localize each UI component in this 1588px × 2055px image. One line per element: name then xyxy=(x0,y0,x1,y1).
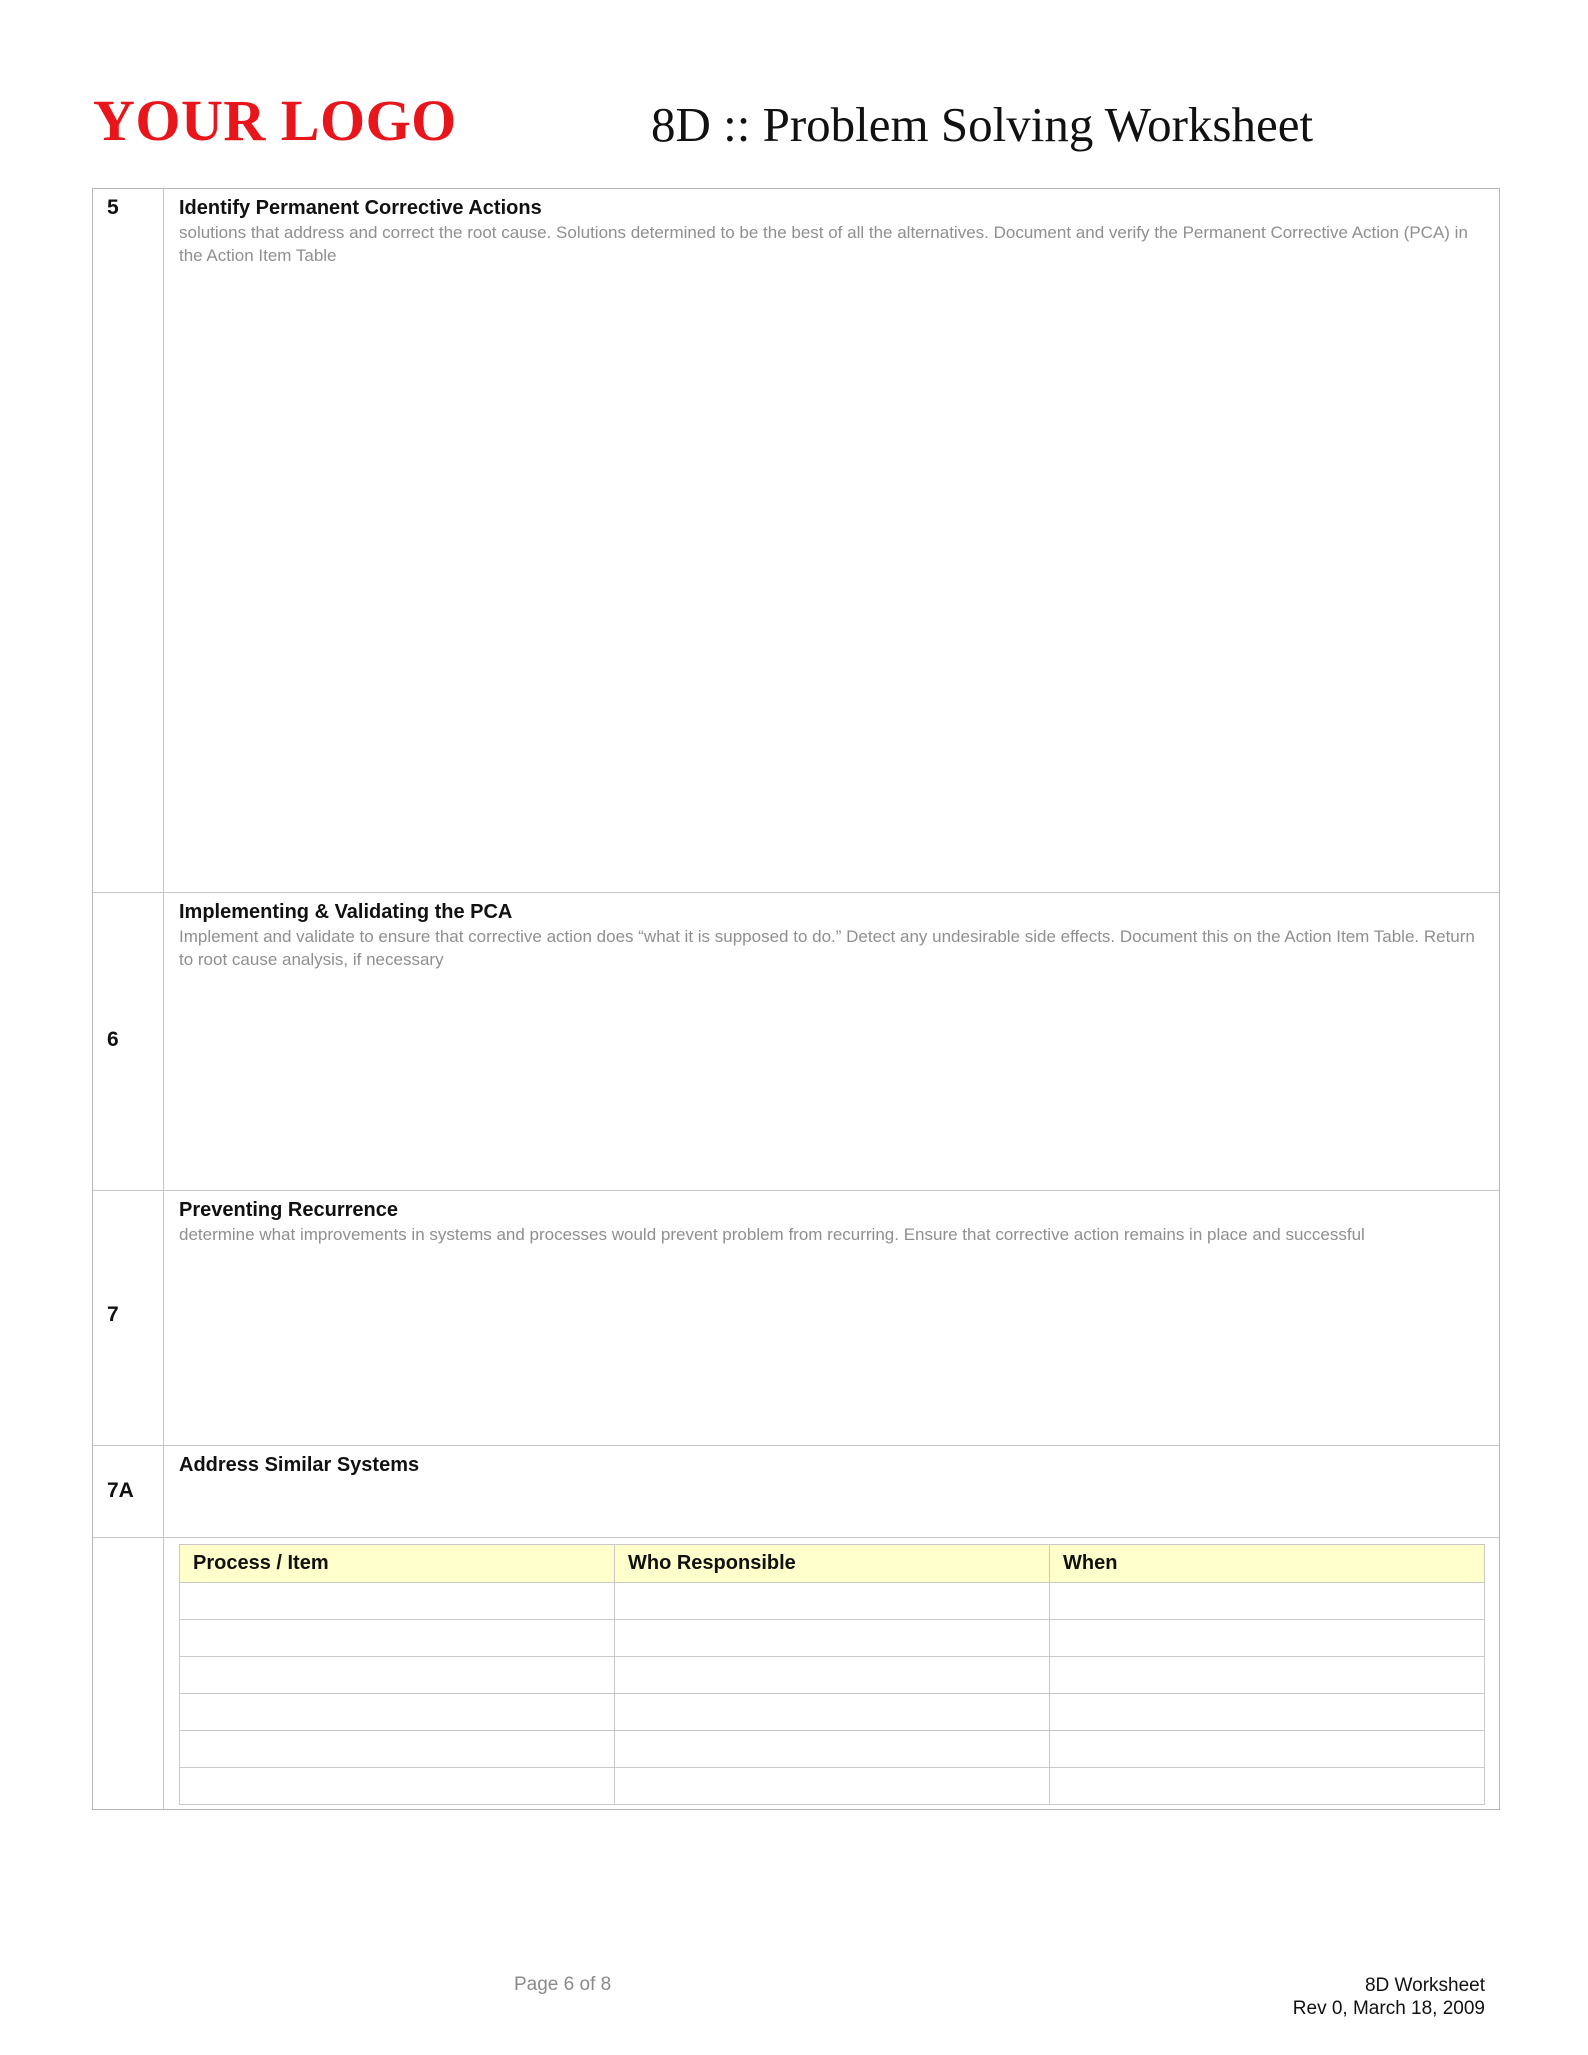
section-number-cell xyxy=(93,189,164,892)
section-number: 6 xyxy=(107,1028,119,1051)
section-7a-row xyxy=(93,1446,1499,1538)
section-number: 7 xyxy=(107,1303,119,1326)
table-cell[interactable] xyxy=(180,1768,615,1805)
action-item-table xyxy=(179,1544,1485,1805)
table-cell[interactable] xyxy=(615,1694,1050,1731)
company-logo: YOUR LOGO xyxy=(93,88,457,153)
table-header-row xyxy=(180,1545,1485,1583)
table-cell[interactable] xyxy=(180,1694,615,1731)
table-row xyxy=(180,1768,1485,1805)
table-row xyxy=(180,1731,1485,1768)
table-cell[interactable] xyxy=(1050,1583,1485,1620)
table-row xyxy=(180,1583,1485,1620)
section-title: Address Similar Systems xyxy=(179,1454,420,1476)
section-description: determine what improvements in systems and processes would prevent problem from recurring. Ensure that corrective action remains in place and successful xyxy=(179,1225,1365,1244)
page-number: Page 6 of 8 xyxy=(514,1974,612,1995)
section-description: solutions that address and correct the root cause. Solutions determined to be the best of all the alternatives. Document and verify the Permanent Corrective Action (PCA) in the Action Item Table xyxy=(179,223,1468,265)
action-table-row xyxy=(93,1538,1499,1809)
section-description: Implement and validate to ensure that corrective action does “what it is supposed to do.” Detect any undesirable side effects. Document this on the Action Item Table. Return to root cause analysis, if necessary xyxy=(179,927,1475,969)
table-cell[interactable] xyxy=(615,1731,1050,1768)
table-cell[interactable] xyxy=(615,1583,1050,1620)
section-number-cell xyxy=(93,1538,164,1809)
table-cell[interactable] xyxy=(615,1657,1050,1694)
section-5-row xyxy=(93,189,1499,893)
section-content[interactable] xyxy=(179,195,1485,267)
table-cell[interactable] xyxy=(180,1620,615,1657)
table-row xyxy=(180,1657,1485,1694)
footer-doc-name: 8D Worksheet xyxy=(1364,1975,1485,1996)
section-title: Identify Permanent Corrective Actions xyxy=(179,197,542,219)
section-6-row xyxy=(93,893,1499,1191)
document-title: 8D :: Problem Solving Worksheet xyxy=(651,97,1314,152)
section-title: Preventing Recurrence xyxy=(179,1199,398,1221)
table-cell[interactable] xyxy=(615,1768,1050,1805)
section-title: Implementing & Validating the PCA xyxy=(179,901,513,923)
table-cell[interactable] xyxy=(1050,1620,1485,1657)
footer-revision: Rev 0, March 18, 2009 xyxy=(1292,1998,1485,2019)
section-number-cell xyxy=(93,1446,164,1537)
section-content[interactable] xyxy=(179,1452,1485,1478)
table-cell[interactable] xyxy=(1050,1731,1485,1768)
footer-doc-info xyxy=(1293,1974,1485,2020)
column-header-process-item: Process / Item xyxy=(180,1545,615,1583)
table-cell[interactable] xyxy=(180,1657,615,1694)
table-cell[interactable] xyxy=(180,1583,615,1620)
table-cell[interactable] xyxy=(1050,1694,1485,1731)
section-number-cell xyxy=(93,1191,164,1445)
table-cell[interactable] xyxy=(1050,1657,1485,1694)
section-content[interactable] xyxy=(179,1197,1485,1246)
column-header-when: When xyxy=(1050,1545,1485,1583)
section-number: 5 xyxy=(107,196,119,219)
table-cell[interactable] xyxy=(615,1620,1050,1657)
table-row xyxy=(180,1694,1485,1731)
column-header-who-responsible: Who Responsible xyxy=(615,1545,1050,1583)
table-cell[interactable] xyxy=(1050,1768,1485,1805)
table-cell[interactable] xyxy=(180,1731,615,1768)
section-number: 7A xyxy=(107,1479,134,1502)
table-row xyxy=(180,1620,1485,1657)
section-number-cell xyxy=(93,893,164,1190)
section-7-row xyxy=(93,1191,1499,1446)
worksheet-table xyxy=(92,188,1500,1810)
section-content[interactable] xyxy=(179,899,1485,971)
